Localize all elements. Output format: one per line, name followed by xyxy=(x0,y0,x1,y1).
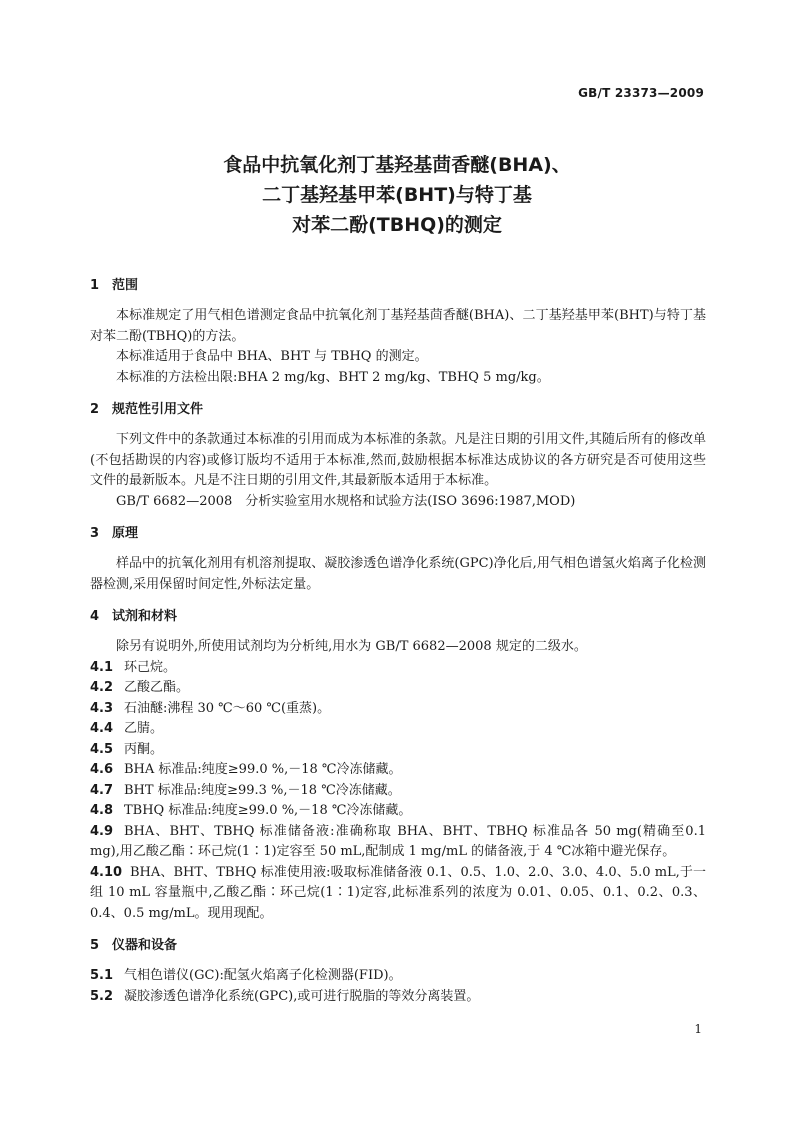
list-item xyxy=(90,822,706,863)
section-heading-scope xyxy=(90,276,706,296)
item-number: 4.5 xyxy=(90,741,114,757)
section-number: 2 xyxy=(90,402,100,417)
document-body xyxy=(90,276,706,1007)
section-heading-normative-references xyxy=(90,400,706,420)
section-title: 规范性引用文件 xyxy=(112,402,204,417)
document-title xyxy=(0,150,794,240)
list-item xyxy=(90,699,706,720)
item-text: BHA 标准品:纯度≥99.0 %,－18 ℃冷冻储藏。 xyxy=(124,762,402,777)
list-item xyxy=(90,987,706,1008)
section-number: 4 xyxy=(90,609,100,624)
list-item xyxy=(90,719,706,740)
item-text: BHA、BHT、TBHQ 标准储备液:准确称取 BHA、BHT、TBHQ 标准品各 50 mg(精确至0.1 mg),用乙酸乙酯∶环己烷(1∶1)定容至 50 mL,配制成 1 mg/mL 的储备液,于 4 ℃冰箱中避光保存。 xyxy=(90,823,706,859)
item-text: 气相色谱仪(GC):配氢火焰离子化检测器(FID)。 xyxy=(124,968,402,983)
item-number: 4.8 xyxy=(90,803,114,818)
paragraph: 样品中的抗氧化剂用有机溶剂提取、凝胶渗透色谱净化系统(GPC)净化后,用气相色谱氢火焰离子化检测器检测,采用保留时间定性,外标法定量。 xyxy=(90,556,706,592)
item-text: BHT 标准品:纯度≥99.3 %,－18 ℃冷冻储藏。 xyxy=(124,782,401,798)
item-number: 5.1 xyxy=(90,968,114,983)
paragraph: 下列文件中的条款通过本标准的引用而成为本标准的条款。凡是注日期的引用文件,其随后所有的修改单(不包括勘误的内容)或修订版均不适用于本标准,然而,鼓励根据本标准达成协议的各方研究是否可使用这些文件的最新版本。凡是不注日期的引用文件,其最新版本适用于本标准。 xyxy=(90,432,706,488)
section-title: 仪器和设备 xyxy=(112,938,178,953)
item-number: 4.9 xyxy=(90,823,114,839)
reference-entry: GB/T 6682—2008 分析实验室用水规格和试验方法(ISO 3696:1987,MOD) xyxy=(116,493,576,509)
item-text: 凝胶渗透色谱净化系统(GPC),或可进行脱脂的等效分离装置。 xyxy=(124,988,480,1004)
title-line-1: 食品中抗氧化剂丁基羟基茴香醚(BHA)、 xyxy=(223,154,571,176)
item-text: BHA、BHT、TBHQ 标准使用液:吸取标准储备液 0.1、0.5、1.0、2.0、3.0、4.0、5.0 mL,于一组 10 mL 容量瓶中,乙酸乙酯∶环己烷(1∶1)定容,此标准系列的浓度为 0.01、0.05、0.1、0.2、0.3、0.4、0.5 mg/mL。现用现配。 xyxy=(90,864,706,921)
list-item xyxy=(90,678,706,699)
section-number: 1 xyxy=(90,278,100,293)
paragraph: 除另有说明外,所使用试剂均为分析纯,用水为 GB/T 6682—2008 规定的二级水。 xyxy=(116,639,587,654)
section-heading-principle xyxy=(90,524,706,544)
list-item xyxy=(90,740,706,761)
list-item xyxy=(90,863,706,925)
item-number: 4.6 xyxy=(90,762,114,777)
item-text: 环己烷。 xyxy=(124,659,177,675)
list-item xyxy=(90,781,706,802)
page-number: 1 xyxy=(694,1022,702,1036)
paragraph: 本标准适用于食品中 BHA、BHT 与 TBHQ 的测定。 xyxy=(116,349,428,364)
section-number: 5 xyxy=(90,938,100,953)
item-number: 4.4 xyxy=(90,721,114,736)
item-number: 4.7 xyxy=(90,782,114,798)
item-text: 石油醚:沸程 30 ℃～60 ℃(重蒸)。 xyxy=(124,700,331,716)
section-number: 3 xyxy=(90,526,100,541)
section-heading-apparatus xyxy=(90,936,706,956)
title-line-3: 对苯二酚(TBHQ)的测定 xyxy=(292,214,502,236)
section-title: 范围 xyxy=(112,278,139,293)
list-item xyxy=(90,760,706,781)
paragraph: 本标准规定了用气相色谱测定食品中抗氧化剂丁基羟基茴香醚(BHA)、二丁基羟基甲苯(BHT)与特丁基对苯二酚(TBHQ)的方法。 xyxy=(90,308,706,344)
section-title: 原理 xyxy=(112,526,139,541)
list-item xyxy=(90,658,706,679)
standard-code: GB/T 23373—2009 xyxy=(578,86,704,100)
item-number: 4.1 xyxy=(90,659,114,675)
item-number: 4.10 xyxy=(90,864,123,880)
item-text: TBHQ 标准品:纯度≥99.0 %,－18 ℃冷冻储藏。 xyxy=(124,803,412,818)
item-text: 乙酸乙酯。 xyxy=(124,680,190,695)
section-title: 试剂和材料 xyxy=(112,609,178,624)
item-number: 4.3 xyxy=(90,700,114,716)
section-heading-reagents xyxy=(90,607,706,627)
item-text: 丙酮。 xyxy=(124,741,164,757)
item-number: 5.2 xyxy=(90,988,114,1004)
paragraph: 本标准的方法检出限:BHA 2 mg/kg、BHT 2 mg/kg、TBHQ 5 mg/kg。 xyxy=(116,369,550,385)
list-item xyxy=(90,966,706,987)
list-item xyxy=(90,801,706,822)
item-text: 乙腈。 xyxy=(124,721,164,736)
title-line-2: 二丁基羟基甲苯(BHT)与特丁基 xyxy=(262,184,532,206)
item-number: 4.2 xyxy=(90,680,114,695)
